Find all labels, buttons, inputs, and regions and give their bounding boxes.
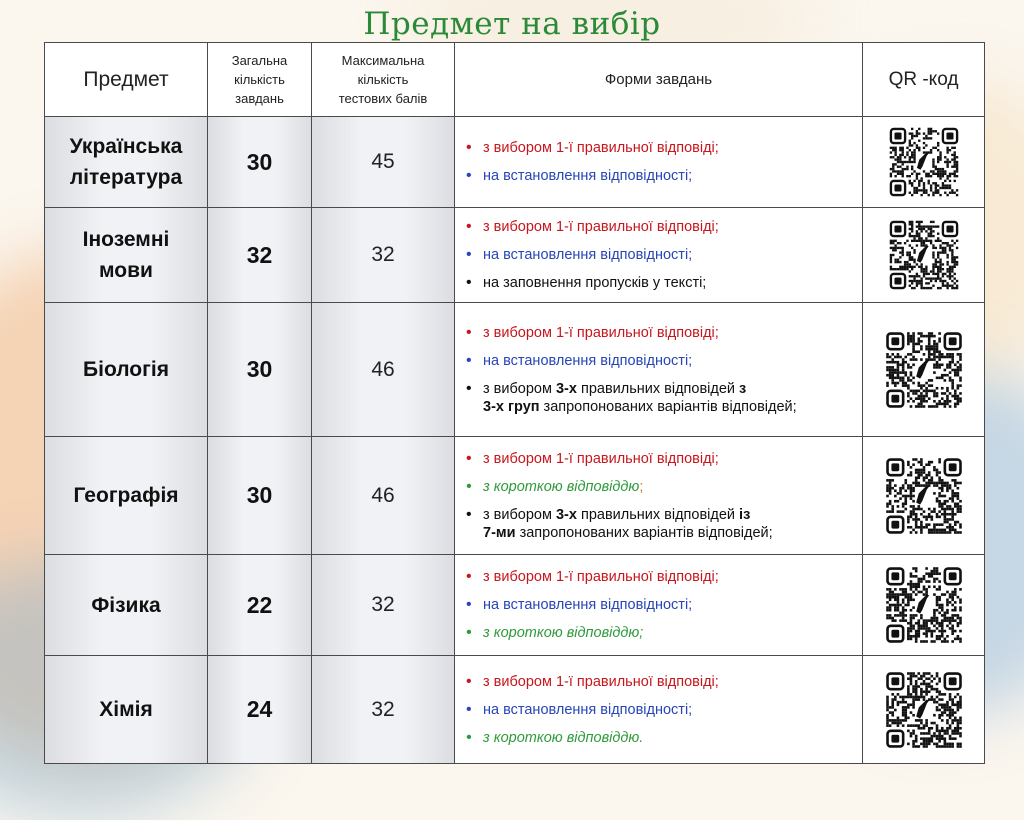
task-form-text: з короткою відповіддю. bbox=[483, 729, 644, 746]
qr-code-cell bbox=[863, 208, 985, 303]
task-form-text: ; bbox=[639, 478, 644, 495]
total-tasks-cell bbox=[208, 656, 312, 764]
task-form-item bbox=[463, 568, 856, 586]
qr-code-icon[interactable] bbox=[881, 562, 967, 648]
max-points-cell bbox=[312, 656, 455, 764]
max-points-cell bbox=[312, 303, 455, 437]
qr-code-icon[interactable] bbox=[885, 216, 963, 294]
table-row-physics bbox=[45, 555, 985, 656]
header-subject: Предмет bbox=[45, 43, 208, 117]
task-form-text: із bbox=[739, 506, 751, 523]
task-form-text: з вибором bbox=[483, 506, 556, 523]
table-row-geography bbox=[45, 437, 985, 555]
task-forms-list bbox=[463, 450, 856, 542]
max-points-cell bbox=[312, 555, 455, 656]
task-form-item bbox=[463, 167, 856, 185]
subject-name: Українська bbox=[69, 135, 183, 158]
header-task-forms: Форми завдань bbox=[455, 43, 863, 117]
max-points-value: 32 bbox=[371, 697, 395, 721]
task-form-text: на заповнення пропусків у тексті; bbox=[483, 275, 707, 291]
task-forms-cell bbox=[455, 208, 863, 303]
subject-cell bbox=[45, 555, 208, 656]
total-tasks-value: 30 bbox=[246, 356, 273, 382]
subject-name: література bbox=[69, 166, 183, 189]
total-tasks-value: 30 bbox=[246, 482, 273, 508]
task-form-text: з вибором 1-ї правильної відповіді; bbox=[483, 219, 719, 235]
subject-cell bbox=[45, 208, 208, 303]
table-row-chemistry bbox=[45, 656, 985, 764]
task-form-item bbox=[463, 673, 856, 691]
task-form-item bbox=[463, 624, 856, 642]
task-form-item bbox=[463, 380, 856, 416]
total-tasks-cell bbox=[208, 303, 312, 437]
task-form-item bbox=[463, 596, 856, 614]
task-forms-cell bbox=[455, 555, 863, 656]
max-points-value: 32 bbox=[371, 243, 395, 266]
max-points-value: 45 bbox=[371, 150, 395, 173]
task-form-item bbox=[463, 478, 856, 496]
task-form-text: на встановлення відповідності; bbox=[483, 597, 693, 613]
total-tasks-value: 32 bbox=[246, 241, 273, 268]
task-form-item bbox=[463, 218, 856, 236]
max-points-value: 46 bbox=[371, 357, 395, 381]
task-forms-cell bbox=[455, 117, 863, 208]
table-header-row bbox=[45, 43, 985, 117]
task-forms-cell bbox=[455, 656, 863, 764]
qr-code-cell bbox=[863, 437, 985, 555]
task-form-text: з вибором 1-ї правильної відповіді; bbox=[483, 450, 719, 467]
task-form-text: правильних відповідей bbox=[576, 380, 740, 397]
table-row-foreign-languages bbox=[45, 208, 985, 303]
total-tasks-value: 24 bbox=[246, 696, 273, 722]
table-row-ukrainian-literature bbox=[45, 117, 985, 208]
total-tasks-value: 22 bbox=[246, 591, 273, 618]
task-form-text: на встановлення відповідності; bbox=[483, 168, 693, 184]
task-form-text: з короткою відповіддю bbox=[483, 478, 640, 495]
task-form-text: 3-х груп bbox=[483, 398, 540, 415]
task-form-item bbox=[463, 324, 856, 342]
task-forms-cell bbox=[455, 303, 863, 437]
subject-name: Іноземні bbox=[82, 228, 170, 251]
subject-name: Хімія bbox=[99, 698, 153, 721]
qr-code-cell bbox=[863, 555, 985, 656]
subject-name: мови bbox=[99, 259, 153, 282]
qr-code-icon[interactable] bbox=[881, 667, 967, 753]
qr-code-icon[interactable] bbox=[885, 123, 963, 201]
subject-cell bbox=[45, 437, 208, 555]
qr-code-icon[interactable] bbox=[881, 327, 967, 413]
subjects-table bbox=[44, 42, 985, 764]
task-form-text: 3-х bbox=[555, 506, 577, 523]
task-form-item bbox=[463, 274, 856, 292]
task-form-text: 3-х bbox=[555, 380, 577, 397]
header-qr-code: QR -код bbox=[863, 43, 985, 117]
task-form-text: з вибором bbox=[483, 380, 556, 397]
task-form-text: з вибором 1-ї правильної відповіді; bbox=[483, 324, 719, 341]
max-points-value: 32 bbox=[371, 593, 395, 616]
task-form-text: з bbox=[739, 380, 747, 397]
task-form-item bbox=[463, 729, 856, 747]
task-form-text: 7-ми bbox=[483, 524, 516, 541]
qr-code-icon[interactable] bbox=[881, 453, 967, 539]
task-form-text: з вибором 1-ї правильної відповіді; bbox=[483, 673, 719, 690]
qr-code-cell bbox=[863, 303, 985, 437]
task-form-item bbox=[463, 450, 856, 468]
task-forms-list bbox=[463, 218, 856, 292]
subject-cell bbox=[45, 117, 208, 208]
table-row-biology bbox=[45, 303, 985, 437]
task-forms-cell bbox=[455, 437, 863, 555]
qr-code-cell bbox=[863, 656, 985, 764]
qr-code-cell bbox=[863, 117, 985, 208]
task-form-text: на встановлення відповідності; bbox=[483, 352, 693, 369]
task-form-text: з вибором 1-ї правильної відповіді; bbox=[483, 140, 719, 156]
task-form-text: на встановлення відповідності; bbox=[483, 701, 693, 718]
task-form-text: з короткою відповіддю; bbox=[483, 625, 644, 641]
header-total-tasks: Загальна кількість завдань bbox=[208, 43, 312, 117]
task-forms-list bbox=[463, 324, 856, 416]
task-form-item bbox=[463, 506, 856, 542]
total-tasks-value: 30 bbox=[246, 148, 273, 175]
task-form-item bbox=[463, 352, 856, 370]
task-form-item bbox=[463, 246, 856, 264]
task-form-item bbox=[463, 139, 856, 157]
task-form-text: запропонованих варіантів відповідей; bbox=[515, 524, 773, 541]
subject-name: Географія bbox=[73, 484, 179, 507]
subject-cell bbox=[45, 303, 208, 437]
total-tasks-cell bbox=[208, 208, 312, 303]
max-points-value: 46 bbox=[371, 483, 395, 507]
task-forms-list bbox=[463, 139, 856, 185]
total-tasks-cell bbox=[208, 437, 312, 555]
header-max-points: Максимальна кількість тестових балів bbox=[312, 43, 455, 117]
task-form-text: на встановлення відповідності; bbox=[483, 247, 693, 263]
subject-name: Фізика bbox=[91, 593, 161, 617]
task-form-text: правильних відповідей bbox=[576, 506, 740, 523]
task-forms-list bbox=[463, 673, 856, 747]
subject-name: Біологія bbox=[83, 358, 169, 381]
task-form-text: запропонованих варіантів відповідей; bbox=[539, 398, 797, 415]
max-points-cell bbox=[312, 437, 455, 555]
total-tasks-cell bbox=[208, 117, 312, 208]
max-points-cell bbox=[312, 117, 455, 208]
subject-cell bbox=[45, 656, 208, 764]
page-title: Предмет на вибір bbox=[363, 6, 661, 42]
max-points-cell bbox=[312, 208, 455, 303]
task-forms-list bbox=[463, 568, 856, 642]
task-form-item bbox=[463, 701, 856, 719]
task-form-text: з вибором 1-ї правильної відповіді; bbox=[483, 569, 719, 585]
total-tasks-cell bbox=[208, 555, 312, 656]
